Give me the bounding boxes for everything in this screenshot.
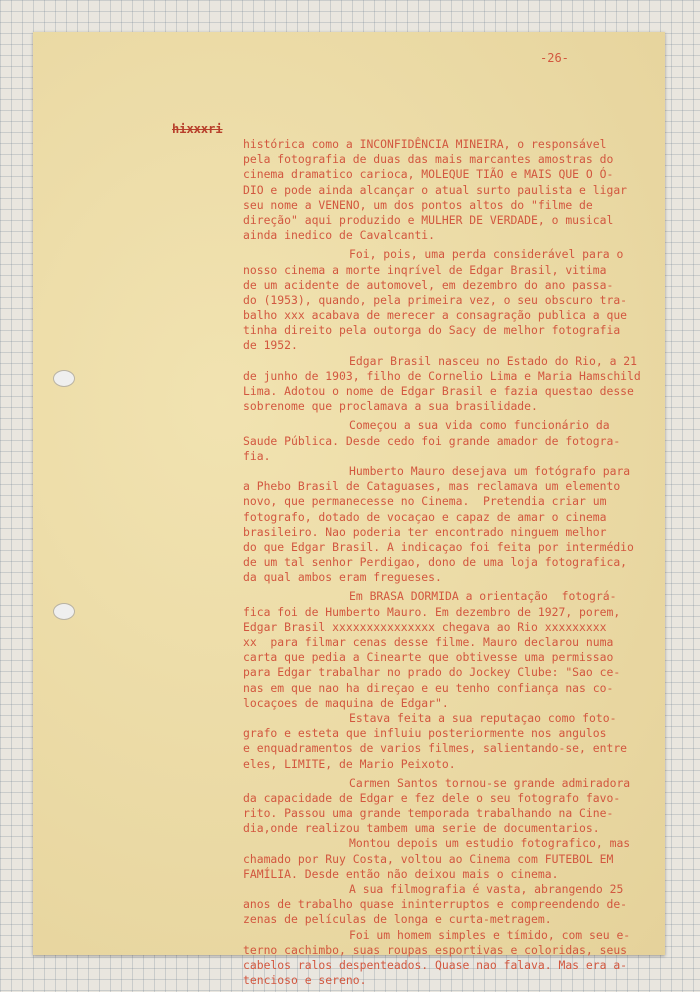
page-number: -26- [540,51,569,65]
text-line: cinema dramatico carioca, MOLEQUE TIÃO e MAIS QUE O Ó- [243,167,614,182]
paragraph [243,247,663,353]
text-line: para Edgar trabalhar no prado do Jockey Clube: "Sao ce- [243,665,621,680]
text-line: carta que pedia a Cinearte que obtivesse uma permissao [243,650,614,665]
paragraph [243,589,663,711]
text-line: locaçoes de maquina de Edgar". [243,695,449,710]
text-line: Foi, pois, uma perda considerável para o [349,247,624,262]
text-line: rito. Passou uma grande temporada trabalhando na Cine- [243,806,614,821]
text-line: tencioso e sereno. [243,973,367,988]
text-line: tinha direito pela outorga do Sacy de melhor fotografia [243,323,621,338]
text-line: grafo e esteta que influiu posteriormente nos angulos [243,726,607,741]
text-line: Estava feita a sua reputaçao como foto- [349,710,617,725]
text-line: xx para filmar cenas desse filme. Mauro declarou numa [243,635,614,649]
paragraph [243,464,663,586]
text-line: dia,onde realizou tambem uma serie de documentarios. [243,821,600,836]
struck-margin-note: hixxxri [172,122,223,136]
text-line: e enquadramentos de varios filmes, salientando-se, entre [243,741,628,756]
text-line: Montou depois um estudio fotografico, mas [349,836,631,851]
text-line: pela fotografia de duas das mais marcantes amostras do [243,152,614,167]
text-line: Saude Pública. Desde cedo foi grande amador de fotogra- [243,433,621,448]
text-line: anos de trabalho quase ininterruptos e compreendendo de- [243,897,628,912]
text-line: nosso cinema a morte inqrível de Edgar Brasil, vitima [243,262,607,277]
text-line: histórica como a INCONFIDÊNCIA MINEIRA, o responsável [243,137,607,151]
text-line: Foi um homem simples e tímido, com seu e- [349,927,631,942]
text-line: DIO e pode ainda alcançar o atual surto paulista e ligar [243,182,628,197]
text-line: do (1953), quando, pela primeira vez, o seu obscuro tra- [243,292,628,307]
text-line: do que Edgar Brasil. A indicaçao foi feita por intermédio [243,539,634,554]
paragraph [243,928,663,989]
text-line: FAMÍLIA. Desde então não deixou mais o cinema. [243,866,559,881]
text-line: sobrenome que proclamava a sua brasilidade. [243,399,538,414]
text-line: Humberto Mauro desejava um fotógrafo para [349,463,631,478]
text-line: brasileiro. Nao poderia ter encontrado ninguem melhor [243,524,607,539]
text-line: ainda inedico de Cavalcanti. [243,228,436,243]
paragraph [243,711,663,772]
text-line: de 1952. [243,338,298,353]
text-line: terno cachimbo, suas roupas esportivas e coloridas, seus [243,942,628,957]
text-line: de junho de 1903, filho de Cornelio Lima e Maria Hamschild [243,368,641,383]
text-line: nas em que nao ha direçao e eu tenho confiança nas co- [243,680,614,695]
text-line: chamado por Ruy Costa, voltou ao Cinema com FUTEBOL EM [243,851,614,866]
paragraph [243,882,663,928]
paragraph [243,418,663,464]
text-line: cabelos ralos despenteados. Quase nao falava. Mas era a- [243,957,628,972]
paragraph [243,836,663,882]
text-line: balho xxx acabava de merecer a consagração publica a que [243,308,628,323]
paragraph [243,354,663,415]
text-line: de um tal senhor Perdigao, dono de uma loja fotografica, [243,555,628,570]
punch-hole [53,603,75,620]
text-line: da qual ambos eram fregueses. [243,570,442,585]
text-line: de um acidente de automovel, em dezembro do ano passa- [243,277,614,292]
text-line: seu nome a VENENO, um dos pontos altos do "filme de [243,197,593,212]
text-line: eles, LIMITE, de Mario Peixoto. [243,756,456,771]
text-line: Lima. Adotou o nome de Edgar Brasil e fazia questao desse [243,384,634,398]
text-line: fotografo, dotado de vocaçao e capaz de amar o cinema [243,509,607,524]
text-line: Carmen Santos tornou-se grande admiradora [349,775,631,790]
text-line: Começou a sua vida como funcionário da [349,418,610,433]
text-line: direção" aqui produzido e MULHER DE VERDADE, o musical [243,212,614,227]
paragraph [243,137,663,243]
text-line: A sua filmografia é vasta, abrangendo 25 [349,882,624,896]
text-line: Edgar Brasil xxxxxxxxxxxxxxx chegava ao Rio xxxxxxxxx [243,619,607,634]
text-line: zenas de películas de longa e curta-metragem. [243,912,552,927]
paragraph [243,776,663,837]
text-line: a Phebo Brasil de Cataguases, mas reclamava um elemento [243,479,621,494]
text-line: novo, que permanecesse no Cinema. Pretendia criar um [243,494,607,509]
text-line: fia. [243,448,271,463]
text-line: fica foi de Humberto Mauro. Em dezembro de 1927, porem, [243,604,621,619]
text-line: da capacidade de Edgar e fez dele o seu fotografo favo- [243,790,621,805]
punch-hole [53,370,75,387]
text-line: Edgar Brasil nasceu no Estado do Rio, a 21 [349,353,638,368]
typed-body-text [243,137,663,988]
text-line: Em BRASA DORMIDA a orientação fotográ- [349,589,617,604]
